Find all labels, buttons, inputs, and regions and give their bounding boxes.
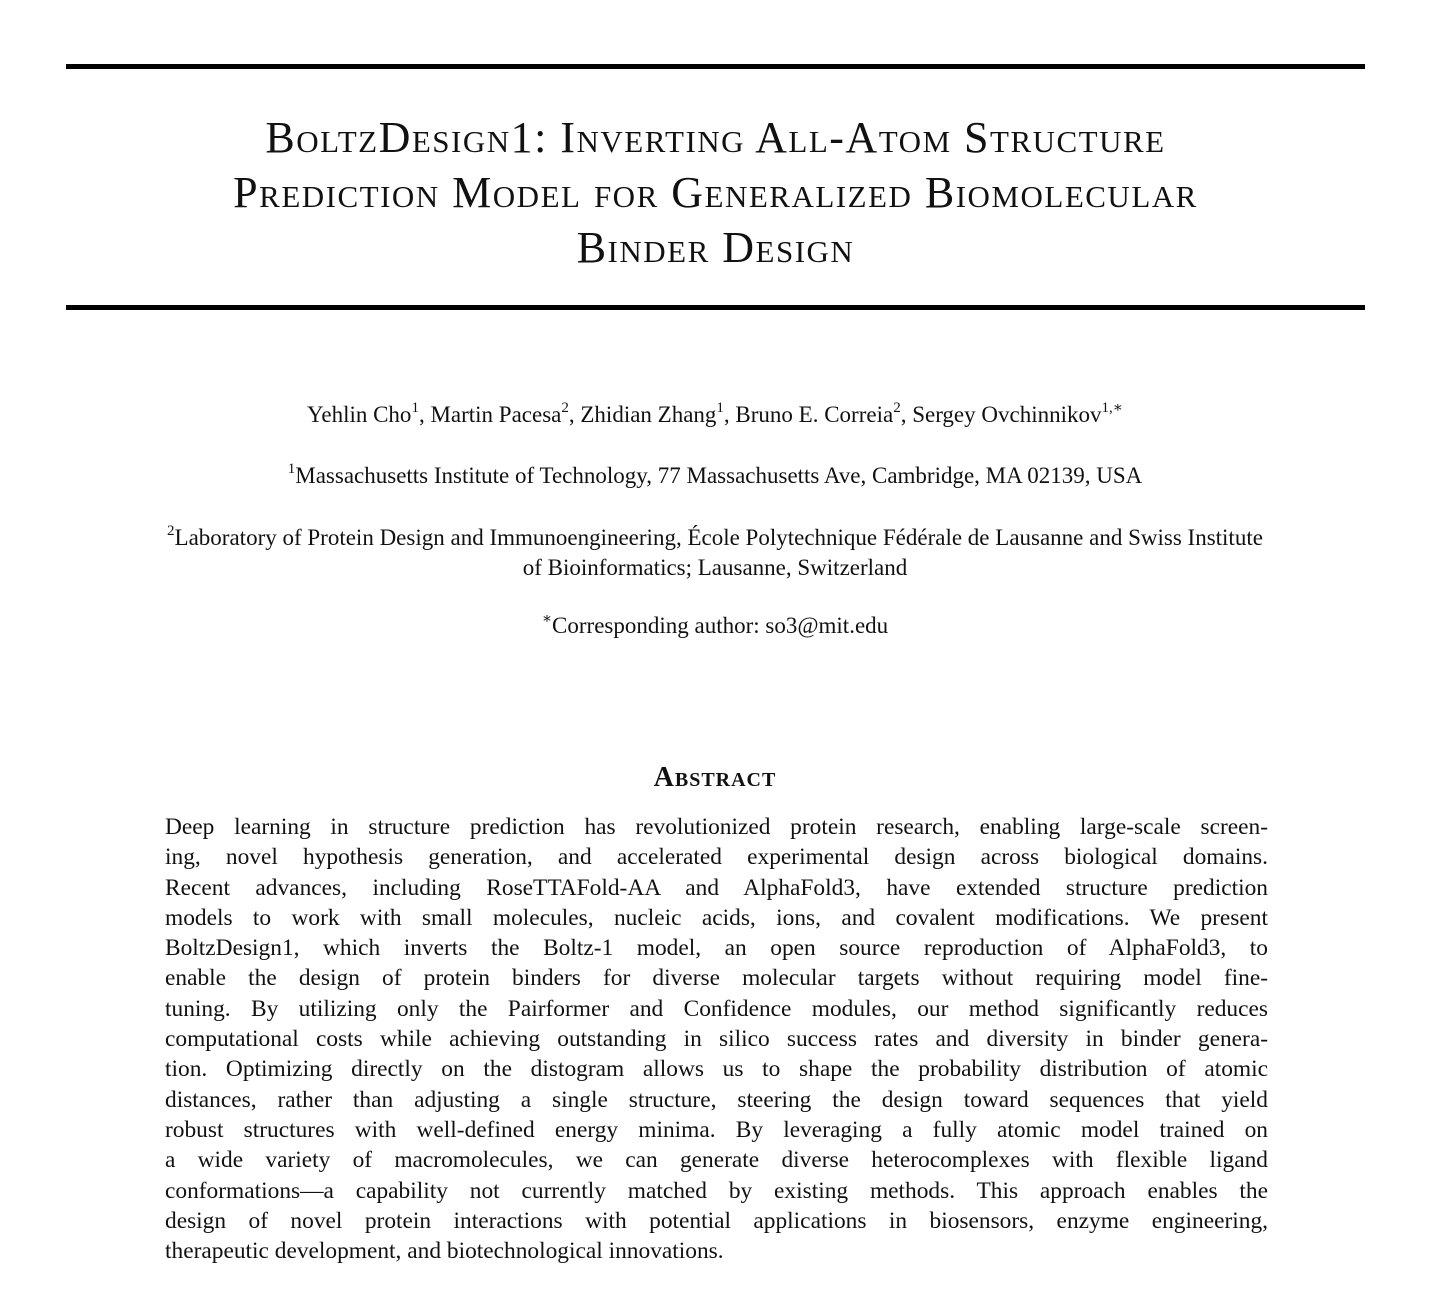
affiliation-marker: 2	[167, 523, 175, 539]
author-name: Sergey Ovchinnikov	[912, 402, 1102, 427]
abstract-line: computational costs while achieving outstanding in silico success rates and diversity in binder genera-	[165, 1026, 1268, 1053]
abstract-line: distances, rather than adjusting a single structure, steering the design toward sequences that yield	[165, 1086, 1268, 1113]
affiliation-2	[60, 523, 1370, 583]
affiliation-marker: 1	[287, 461, 296, 477]
abstract-line: ing, novel hypothesis generation, and accelerated experimental design across biological domains.	[165, 844, 1268, 871]
title-line: BoltzDesign1: Inverting All-Atom Structure	[265, 113, 1166, 162]
author-affil-marker: 2	[893, 400, 901, 416]
abstract-line: robust structures with well-defined energy minima. By leveraging a fully atomic model trained on	[165, 1116, 1268, 1143]
author-name: Zhidian Zhang	[580, 402, 717, 427]
abstract-line: design of novel protein interactions with potential applications in biosensors, enzyme engineering,	[165, 1207, 1268, 1234]
abstract-line: enable the design of protein binders for diverse molecular targets without requiring model fine-	[165, 965, 1268, 992]
author-affil-marker: 1	[411, 400, 419, 416]
title-bottom-rule	[66, 305, 1365, 310]
abstract-line: conformations—a capability not currently matched by existing methods. This approach enables the	[165, 1177, 1268, 1204]
abstract-line: Recent advances, including RoseTTAFold-AA and AlphaFold3, have extended structure prediction	[165, 874, 1268, 901]
abstract-line: a wide variety of macromolecules, we can generate diverse heterocomplexes with flexible ligand	[165, 1147, 1268, 1174]
title-line: Binder Design	[576, 223, 855, 272]
abstract-line: Deep learning in structure prediction has revolutionized protein research, enabling large-scale screen-	[165, 814, 1268, 840]
abstract-line: therapeutic development, and biotechnological innovations.	[165, 1238, 724, 1265]
author-name: Martin Pacesa	[430, 402, 562, 427]
author-affil-marker: 1,∗	[1101, 400, 1123, 416]
author-name: Yehlin Cho	[307, 402, 412, 427]
author-name: Bruno E. Correia	[735, 402, 894, 427]
abstract-line: BoltzDesign1, which inverts the Boltz-1 model, an open source reproduction of AlphaFold3, to	[165, 935, 1268, 962]
corresponding-marker: ∗	[541, 611, 553, 627]
author-affil-marker: 2	[561, 400, 569, 416]
affiliation-1	[60, 461, 1370, 491]
affiliation-text: Massachusetts Institute of Technology, 77 Massachusetts Ave, Cambridge, MA 02139, USA	[295, 463, 1143, 488]
title-top-rule	[66, 64, 1365, 69]
author-affil-marker: 1	[716, 400, 724, 416]
abstract-line: models to work with small molecules, nucleic acids, ions, and covalent modifications. We present	[165, 904, 1268, 931]
corresponding-text: Corresponding author: so3@mit.edu	[552, 613, 889, 638]
affiliation-text: of Bioinformatics; Lausanne, Switzerland	[522, 555, 908, 580]
abstract-body	[165, 812, 1268, 1266]
author-list: Yehlin Cho$^1$, Martin Pacesa$^2$, Zhidian Zhang$^1$, Bruno E. Correia$^2$, Sergey Ovchinnikov$^{1,∗}$	[307, 400, 1123, 427]
affiliation-text: Laboratory of Protein Design and Immunoengineering, École Polytechnique Fédérale de Lausanne and Swiss Institute	[174, 525, 1263, 550]
corresponding-author	[60, 611, 1370, 641]
title-line: Prediction Model for Generalized Biomolecular	[233, 168, 1198, 217]
abstract-line: tion. Optimizing directly on the distogram allows us to shape the probability distribution of atomic	[165, 1056, 1268, 1083]
abstract-heading: Abstract	[653, 762, 777, 793]
paper-title	[66, 110, 1365, 275]
abstract-line: tuning. By utilizing only the Pairformer and Confidence modules, our method significantly reduces	[165, 995, 1268, 1022]
